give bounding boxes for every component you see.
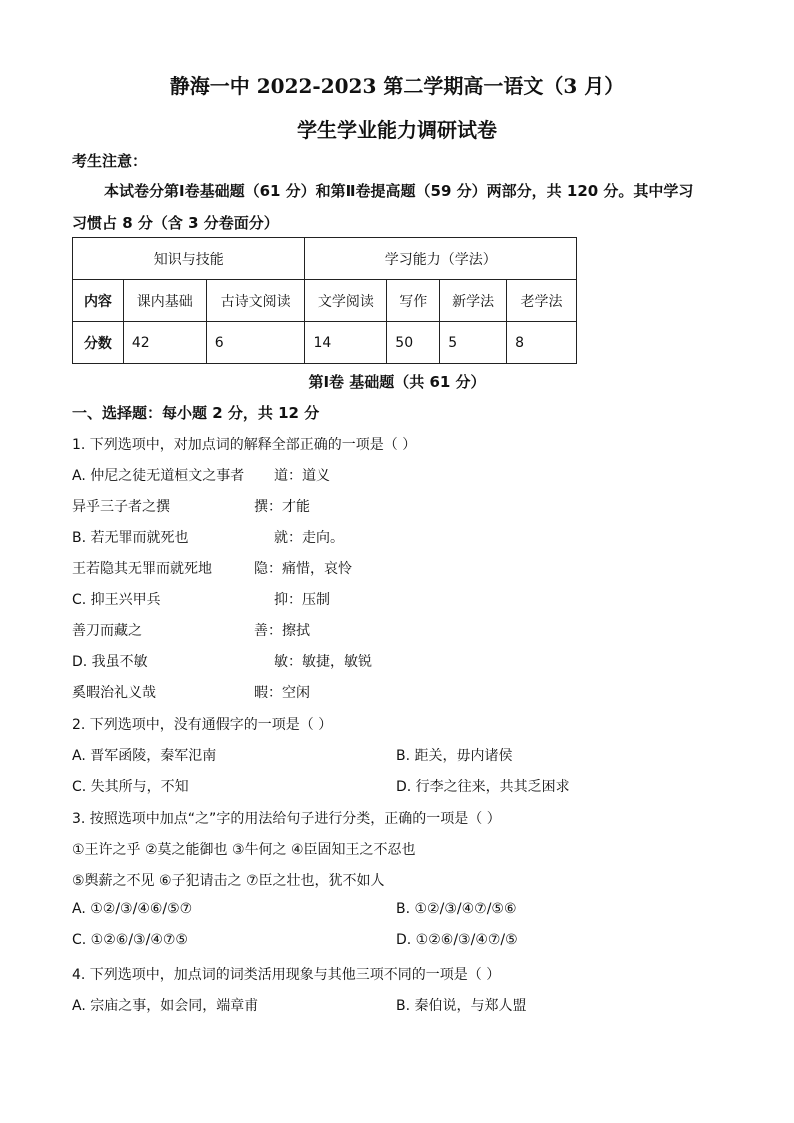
q1-option-d-gloss2: 暇：空闲 — [254, 685, 310, 701]
q1-option-b: B. 若无罪而就死也 — [72, 530, 189, 546]
question-4-stem: 4. 下列选项中，加点词的词类活用现象与其他三项不同的一项是（ ） — [72, 967, 501, 983]
table-cell: 5 — [440, 322, 507, 364]
table-cell: 老学法 — [507, 280, 577, 322]
q1-option-d: D. 我虽不敏 — [72, 654, 148, 670]
question-2-stem: 2. 下列选项中，没有通假字的一项是（ ） — [72, 717, 333, 733]
table-cell: 古诗文阅读 — [206, 280, 305, 322]
group-header-ability: 学习能力（学法） — [305, 238, 577, 280]
notice-line-2: 习惯占 8 分（含 3 分卷面分） — [72, 214, 279, 232]
q1-option-c: C. 抑王兴甲兵 — [72, 592, 161, 608]
row-label-score: 分数 — [73, 322, 124, 364]
q1-option-c-gloss: 抑：压制 — [274, 592, 330, 608]
row-label-content: 内容 — [73, 280, 124, 322]
table-header-row — [73, 238, 577, 280]
q3-sentences-line2: ⑤舆薪之不见 ⑥子犯请击之 ⑦臣之壮也，犹不如人 — [72, 873, 385, 889]
table-cell: 8 — [507, 322, 577, 364]
q1-option-c-gloss2: 善：擦拭 — [254, 623, 310, 639]
q1-option-a-gloss2: 撰：才能 — [254, 499, 310, 515]
q3-option-b: B. ①②/③/④⑦/⑤⑥ — [396, 901, 517, 917]
exam-title: 静海一中 2022-2023 第二学期高一语文（3 月） — [169, 74, 625, 98]
table-cell: 课内基础 — [123, 280, 206, 322]
q2-option-d: D. 行李之往来，共其乏困求 — [396, 779, 570, 795]
q1-option-a-gloss: 道：道义 — [274, 468, 330, 484]
q1-option-a: A. 仲尼之徒无道桓文之事者 — [72, 468, 245, 484]
exam-subtitle: 学生学业能力调研试卷 — [297, 118, 497, 142]
q2-option-a: A. 晋军函陵，秦军氾南 — [72, 748, 217, 764]
q1-option-d-line2: 奚暇治礼义哉 — [72, 685, 156, 701]
table-cell: 文学阅读 — [305, 280, 387, 322]
table-cell: 写作 — [387, 280, 440, 322]
section-title: 第Ⅰ卷 基础题（共 61 分） — [308, 373, 486, 391]
q3-option-a: A. ①②/③/④⑥/⑤⑦ — [72, 901, 193, 917]
q3-option-c: C. ①②⑥/③/④⑦⑤ — [72, 932, 188, 948]
q1-option-b-gloss2: 隐：痛惜，哀怜 — [254, 561, 352, 577]
table-cell: 50 — [387, 322, 440, 364]
table-cell: 6 — [206, 322, 305, 364]
q1-option-c-line2: 善刀而藏之 — [72, 623, 142, 639]
notice-heading: 考生注意： — [72, 152, 148, 170]
table-row — [73, 322, 577, 364]
q3-sentences-line1: ①王许之乎 ②莫之能御也 ③牛何之 ④臣固知王之不忍也 — [72, 842, 416, 858]
part-heading: 一、选择题：每小题 2 分，共 12 分 — [72, 404, 320, 422]
q1-option-d-gloss: 敏：敏捷，敏锐 — [274, 654, 372, 670]
q4-option-b: B. 秦伯说，与郑人盟 — [396, 998, 527, 1014]
q3-option-d: D. ①②⑥/③/④⑦/⑤ — [396, 932, 518, 948]
question-3-stem: 3. 按照选项中加点“之”字的用法给句子进行分类，正确的一项是（ ） — [72, 811, 501, 827]
notice-line-1: 本试卷分第Ⅰ卷基础题（61 分）和第Ⅱ卷提高题（59 分）两部分，共 120 分。其中学习 — [104, 182, 694, 200]
score-table — [72, 237, 577, 364]
table-cell: 14 — [305, 322, 387, 364]
group-header-knowledge: 知识与技能 — [73, 238, 305, 280]
q1-option-b-gloss: 就：走向。 — [274, 530, 344, 546]
q4-option-a: A. 宗庙之事，如会同，端章甫 — [72, 998, 259, 1014]
q1-option-a-line2: 异乎三子者之撰 — [72, 499, 170, 515]
table-cell: 新学法 — [440, 280, 507, 322]
q2-option-b: B. 距关，毋内诸侯 — [396, 748, 513, 764]
table-cell: 42 — [123, 322, 206, 364]
question-1-stem: 1. 下列选项中，对加点词的解释全部正确的一项是（ ） — [72, 437, 417, 453]
q2-option-c: C. 失其所与，不知 — [72, 779, 189, 795]
q1-option-b-line2: 王若隐其无罪而就死地 — [72, 561, 212, 577]
table-row — [73, 280, 577, 322]
